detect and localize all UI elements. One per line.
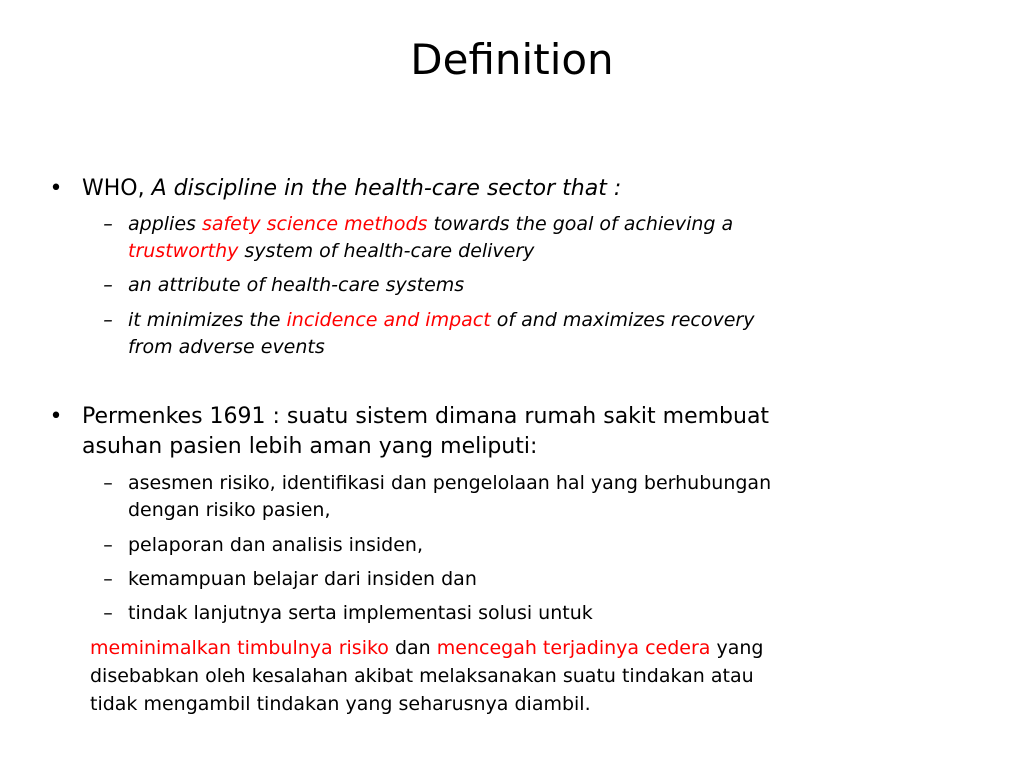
dash-marker: – <box>103 309 113 331</box>
who-item-3-text-1: it minimizes the <box>128 309 287 331</box>
who-item-1-highlight-2: trustworthy <box>128 240 239 262</box>
permenkes-item-1-line-2: dengan risiko pasien, <box>128 499 331 521</box>
note-text-3: tidak mengambil tindakan yang seharusnya diambil. <box>90 693 591 715</box>
note-highlight-1: meminimalkan timbulnya risiko <box>90 637 389 659</box>
note-connector: dan <box>388 637 437 659</box>
bullet-marker: • <box>49 176 63 201</box>
bullet-permenkes <box>49 402 942 462</box>
permenkes-line-1: Permenkes 1691 : suatu sistem dimana rumah sakit membuat <box>82 404 770 429</box>
who-item-1-highlight-1: safety science methods <box>201 213 428 235</box>
note-text-2: disebabkan oleh kesalahan akibat melaksanakan suatu tindakan atau <box>90 665 754 687</box>
permenkes-line-2: asuhan pasien lebih aman yang meliputi: <box>82 434 538 459</box>
who-item-3-highlight: incidence and impact <box>286 309 491 331</box>
permenkes-item-1 <box>103 470 928 524</box>
permenkes-note <box>90 634 950 718</box>
dash-marker: – <box>103 472 113 494</box>
who-item-1-text-3: system of health-care delivery <box>238 240 535 262</box>
who-item-1 <box>103 211 928 265</box>
who-item-3 <box>103 307 928 361</box>
bullet-who <box>49 174 942 204</box>
who-item-1-text-1: applies <box>128 213 202 235</box>
permenkes-item-1-line-1: asesmen risiko, identifikasi dan pengelolaan hal yang berhubungan <box>128 472 772 494</box>
who-item-1-text-2: towards the goal of achieving a <box>427 213 734 235</box>
dash-marker: – <box>103 602 113 624</box>
permenkes-item-2 <box>103 532 928 559</box>
note-text-1: yang <box>710 637 764 659</box>
who-item-2-text: an attribute of health-care systems <box>128 274 465 296</box>
permenkes-item-4-text: tindak lanjutnya serta implementasi solusi untuk <box>128 602 593 624</box>
slide-title: Definition <box>410 35 614 84</box>
permenkes-item-3 <box>103 566 928 593</box>
permenkes-item-3-text: kemampuan belajar dari insiden dan <box>128 568 477 590</box>
who-definition: A discipline in the health-care sector that : <box>151 176 622 201</box>
dash-marker: – <box>103 213 113 235</box>
who-item-3-text-3: from adverse events <box>128 336 325 358</box>
permenkes-item-2-text: pelaporan dan analisis insiden, <box>128 534 424 556</box>
dash-marker: – <box>103 274 113 296</box>
bullet-marker: • <box>49 404 63 429</box>
dash-marker: – <box>103 568 113 590</box>
note-highlight-2: mencegah terjadinya cedera <box>436 637 711 659</box>
who-item-2 <box>103 272 928 299</box>
who-lead: WHO, <box>82 176 152 201</box>
who-item-3-text-2: of and maximizes recovery <box>490 309 755 331</box>
permenkes-item-4 <box>103 600 928 627</box>
dash-marker: – <box>103 534 113 556</box>
